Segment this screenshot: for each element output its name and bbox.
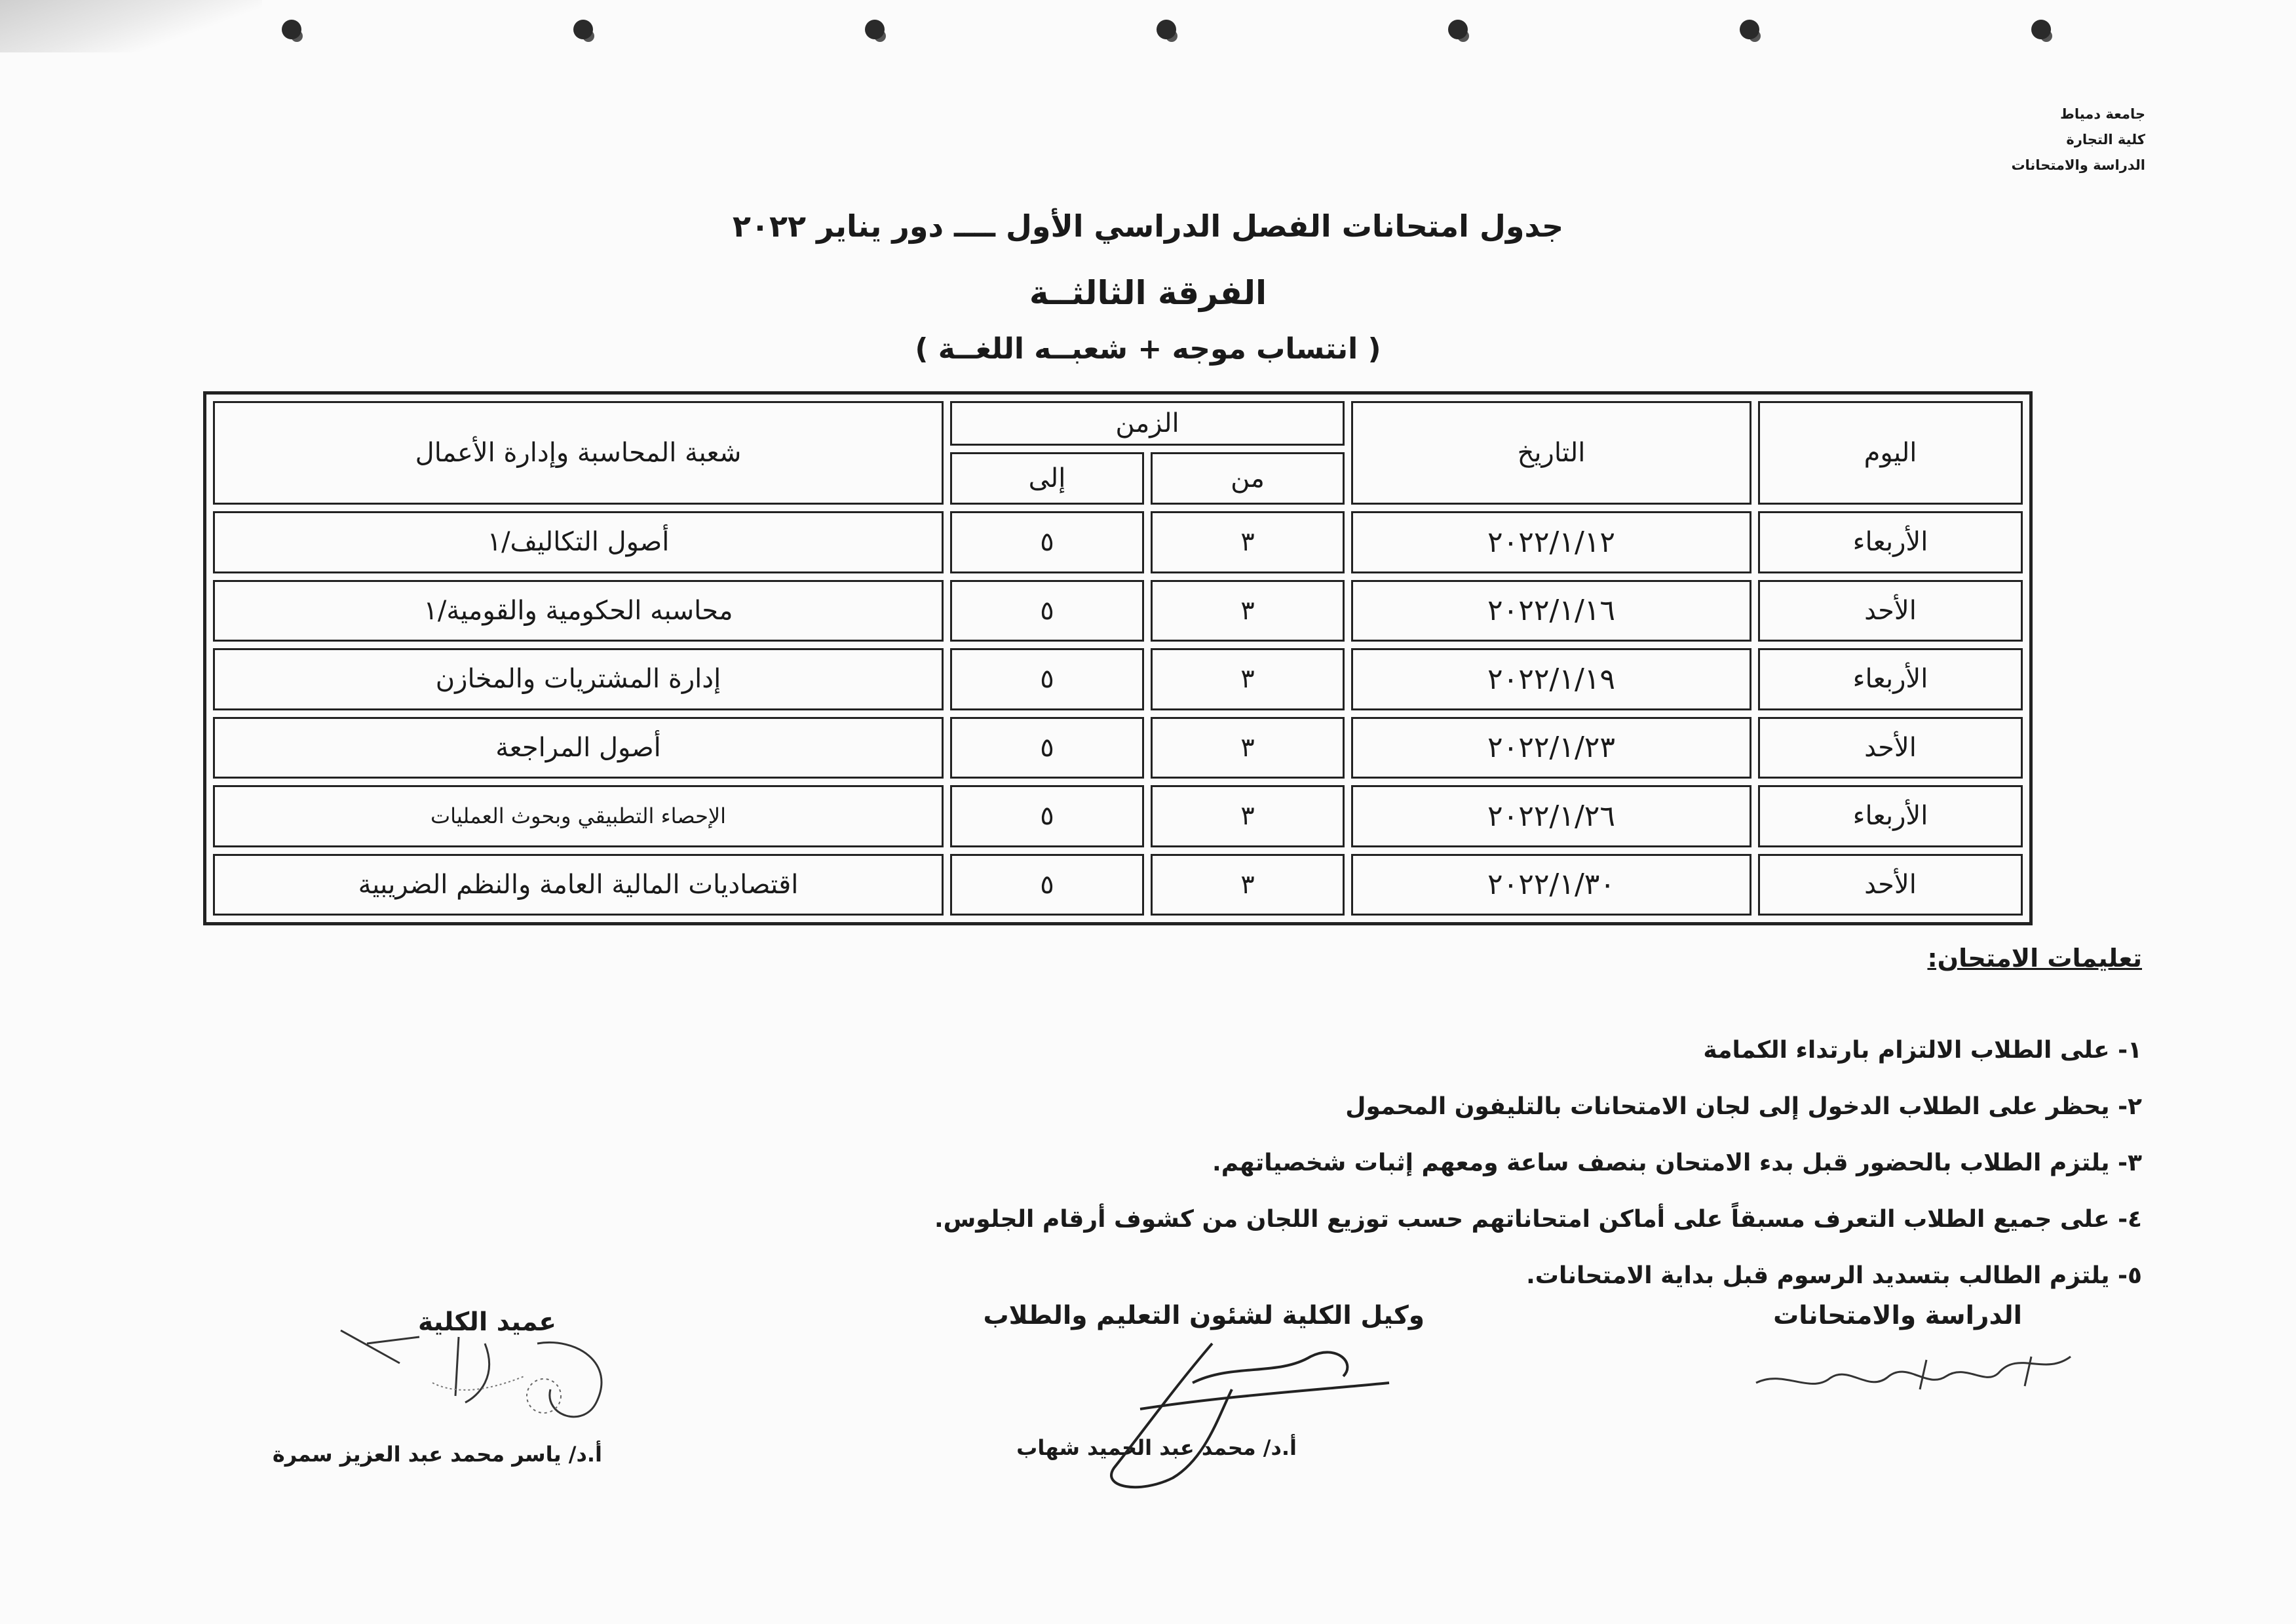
cell-subject: اقتصاديات المالية العامة والنظم الضريبية — [213, 854, 944, 916]
cell-day: الأحد — [1758, 717, 2023, 779]
header-day: اليوم — [1758, 401, 2023, 505]
exams-signature — [1730, 1337, 2084, 1402]
cell-from: ٣ — [1151, 511, 1345, 573]
dean-title: عميد الكلية — [418, 1307, 556, 1337]
cell-from: ٣ — [1151, 717, 1345, 779]
cell-day: الأحد — [1758, 854, 2023, 916]
header-time: الزمن — [950, 401, 1345, 446]
punch-hole — [1740, 20, 1759, 39]
punch-hole — [282, 20, 301, 39]
cell-day: الأربعاء — [1758, 511, 2023, 573]
cell-day: الأربعاء — [1758, 648, 2023, 710]
table-row — [213, 785, 2023, 847]
cell-from: ٣ — [1151, 785, 1345, 847]
list-item: ٢- يحظر على الطلاب الدخول إلى لجان الامتحانات بالتليفون المحمول — [1345, 1093, 2142, 1120]
instructions-title: تعليمات الامتحان: — [1927, 944, 2142, 973]
punch-hole — [865, 20, 885, 39]
faculty-name: كلية التجارة — [2066, 132, 2145, 147]
punch-hole — [1157, 20, 1176, 39]
list-item: ١- على الطلاب الالتزام بارتداء الكمامة — [1703, 1037, 2142, 1064]
cell-subject: أصول التكاليف/١ — [213, 511, 944, 573]
cell-date: ٢٠٢٢/١/١٢ — [1351, 511, 1751, 573]
dean-signature — [328, 1317, 642, 1435]
table-row — [213, 648, 2023, 710]
header-from: من — [1151, 452, 1345, 505]
punch-hole — [2031, 20, 2051, 39]
track-title: ( انتساب موجه + شعبــه اللغــة ) — [915, 332, 1381, 366]
cell-to: ٥ — [950, 717, 1144, 779]
cell-from: ٣ — [1151, 580, 1345, 642]
cell-to: ٥ — [950, 511, 1144, 573]
header-subject: شعبة المحاسبة وإدارة الأعمال — [213, 401, 944, 505]
vice-dean-name: أ.د/ محمد عبد الحميد شهاب — [1016, 1435, 1297, 1460]
cell-subject: أصول المراجعة — [213, 717, 944, 779]
cell-date: ٢٠٢٢/١/١٩ — [1351, 648, 1751, 710]
cell-day: الأحد — [1758, 580, 2023, 642]
exam-schedule-table — [203, 391, 2033, 925]
table-row — [213, 511, 2023, 573]
cell-subject: محاسبه الحكومية والقومية/١ — [213, 580, 944, 642]
list-item: ٥- يلتزم الطالب بتسديد الرسوم قبل بداية الامتحانات. — [1526, 1262, 2142, 1289]
header-date: التاريخ — [1351, 401, 1751, 505]
cell-from: ٣ — [1151, 854, 1345, 916]
cell-to: ٥ — [950, 648, 1144, 710]
punch-hole — [573, 20, 593, 39]
university-name: جامعة دمياط — [2060, 106, 2145, 122]
table-header-row — [213, 401, 2023, 446]
binder-holes — [0, 20, 2296, 59]
page-title: جدول امتحانات الفصل الدراسي الأول ــــ دور يناير ٢٠٢٢ — [732, 208, 1564, 244]
table-row — [213, 717, 2023, 779]
table-row — [213, 854, 2023, 916]
table-row — [213, 580, 2023, 642]
cell-date: ٢٠٢٢/١/٢٦ — [1351, 785, 1751, 847]
vice-dean-title: وكيل الكلية لشئون التعليم والطلاب — [983, 1301, 1425, 1330]
cell-from: ٣ — [1151, 648, 1345, 710]
cell-to: ٥ — [950, 785, 1144, 847]
header-to: إلى — [950, 452, 1144, 505]
exams-signature-title: الدراسة والامتحانات — [1773, 1301, 2022, 1330]
list-item: ٤- على جميع الطلاب التعرف مسبقاً على أماكن امتحاناتهم حسب توزيع اللجان من كشوف أرقام الجلوس. — [934, 1206, 2142, 1233]
cell-subject: إدارة المشتريات والمخازن — [213, 648, 944, 710]
cell-to: ٥ — [950, 580, 1144, 642]
institution-header — [2011, 102, 2145, 178]
punch-hole — [1448, 20, 1468, 39]
cell-subject: الإحصاء التطبيقي وبحوث العمليات — [213, 785, 944, 847]
cell-date: ٢٠٢٢/١/٣٠ — [1351, 854, 1751, 916]
cell-date: ٢٠٢٢/١/٢٣ — [1351, 717, 1751, 779]
cell-date: ٢٠٢٢/١/١٦ — [1351, 580, 1751, 642]
level-title: الفرقة الثالثــة — [1029, 274, 1267, 312]
cell-day: الأربعاء — [1758, 785, 2023, 847]
department-name: الدراسة والامتحانات — [2011, 157, 2145, 173]
list-item: ٣- يلتزم الطلاب بالحضور قبل بدء الامتحان بنصف ساعة ومعهم إثبات شخصياتهم. — [1212, 1150, 2142, 1176]
instructions-list — [934, 1022, 2142, 1304]
vice-dean-signature — [1062, 1337, 1402, 1501]
dean-name: أ.د/ ياسر محمد عبد العزيز سمرة — [272, 1442, 602, 1467]
cell-to: ٥ — [950, 854, 1144, 916]
